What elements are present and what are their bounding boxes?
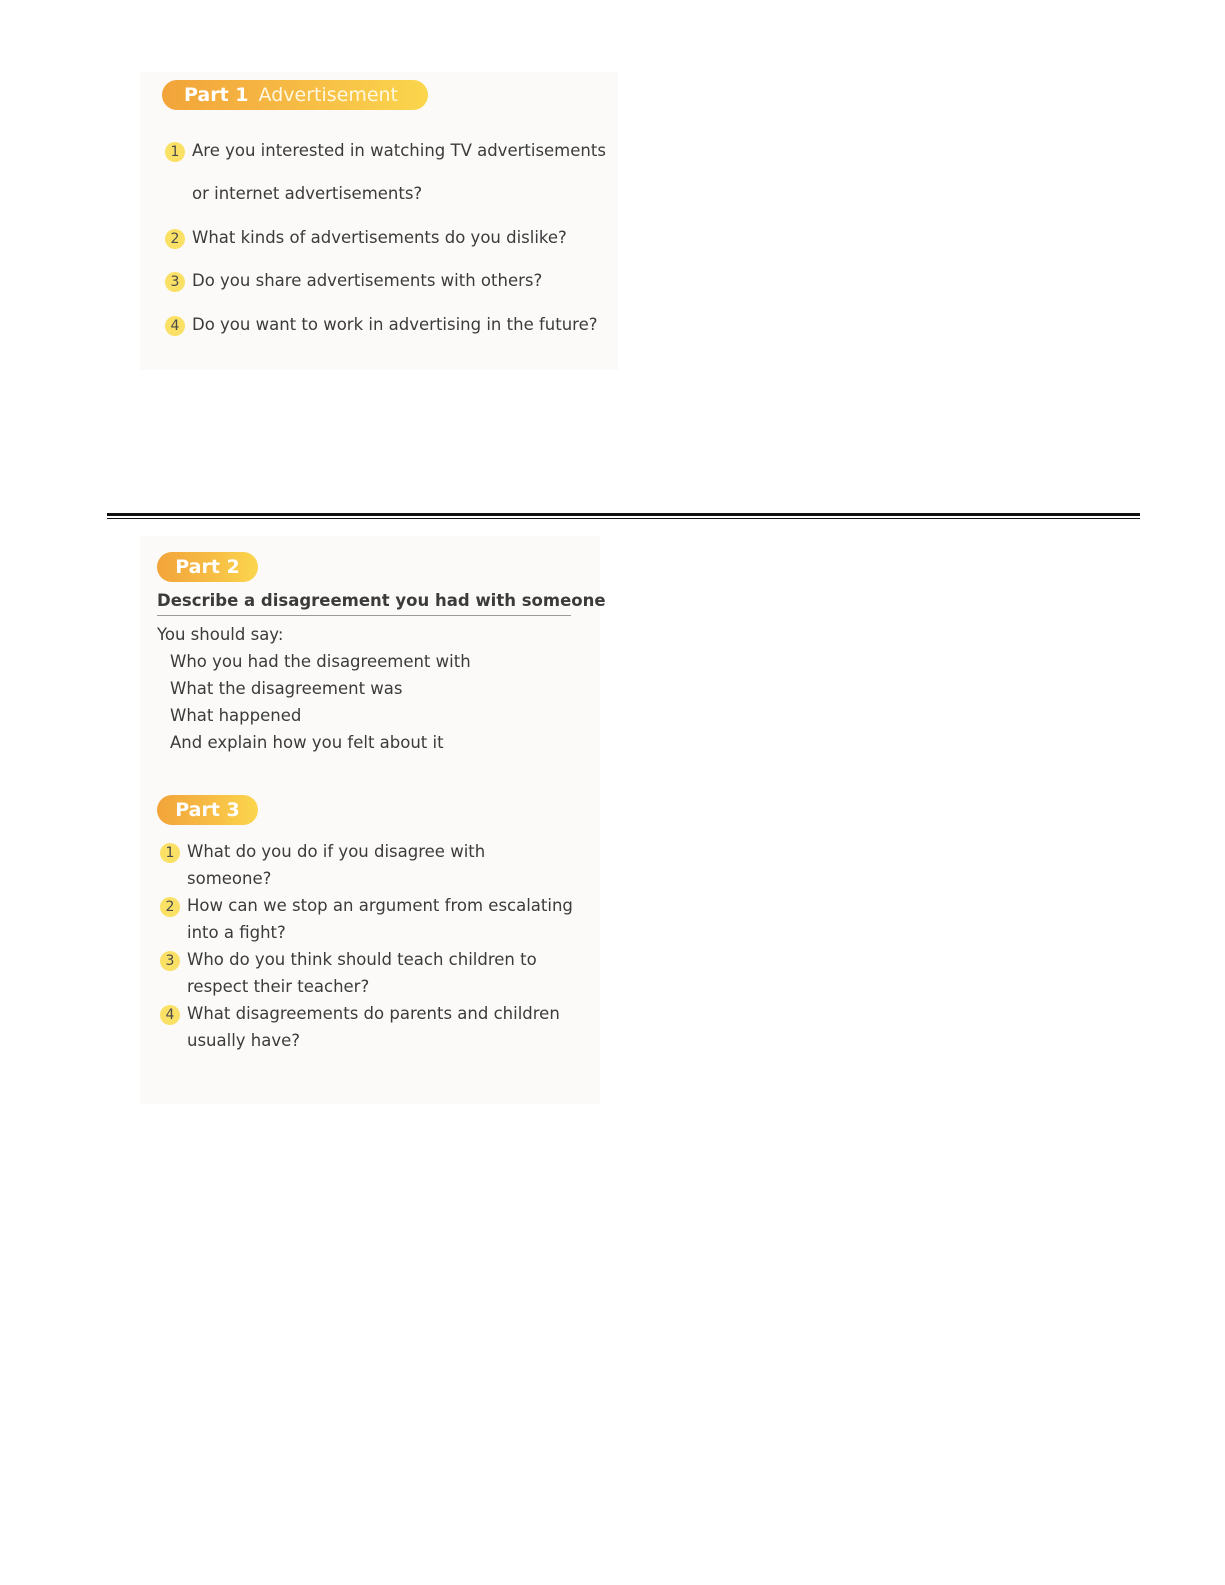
part3-question-4-line-1: What disagreements do parents and children <box>187 1004 560 1023</box>
part3-question-3-line-2: respect their teacher? <box>187 977 370 996</box>
question-number-badge: 3 <box>160 951 180 971</box>
part1-pill <box>162 80 428 110</box>
section-divider-thin <box>107 518 1140 519</box>
question-number-badge: 2 <box>165 229 185 249</box>
part1-question-1-line-1: Are you interested in watching TV advertisements <box>192 141 606 160</box>
part1-question-3: Do you share advertisements with others? <box>192 271 543 290</box>
part3-question-4-line-2: usually have? <box>187 1031 301 1050</box>
question-number-badge: 1 <box>165 142 185 162</box>
section-divider <box>107 513 1140 516</box>
part3-question-2-line-1: How can we stop an argument from escalating <box>187 896 573 915</box>
part3-question-1-line-1: What do you do if you disagree with <box>187 842 486 861</box>
part2-title-underline <box>157 615 571 616</box>
part1-label: Part 1 <box>184 84 249 106</box>
part1-question-2: What kinds of advertisements do you dislike? <box>192 228 567 247</box>
question-number-badge: 4 <box>160 1005 180 1025</box>
part2-label: Part 2 <box>175 556 240 578</box>
part2-intro: You should say: <box>157 625 284 644</box>
part3-question-3-line-1: Who do you think should teach children to <box>187 950 537 969</box>
part2-point-4: And explain how you felt about it <box>170 733 444 752</box>
question-number-badge: 4 <box>165 316 185 336</box>
part1-topic: Advertisement <box>258 84 399 106</box>
part1-question-1-line-2: or internet advertisements? <box>192 184 423 203</box>
part3-pill <box>157 795 258 825</box>
part3-label: Part 3 <box>175 799 240 821</box>
question-number-badge: 3 <box>165 272 185 292</box>
part2-pill <box>157 552 258 582</box>
part2-point-1: Who you had the disagreement with <box>170 652 471 671</box>
part2-cue-card-title: Describe a disagreement you had with someone <box>157 591 606 610</box>
question-number-badge: 2 <box>160 897 180 917</box>
part3-question-2-line-2: into a fight? <box>187 923 286 942</box>
question-number-badge: 1 <box>160 843 180 863</box>
part3-question-1-line-2: someone? <box>187 869 272 888</box>
part1-question-4: Do you want to work in advertising in the future? <box>192 315 598 334</box>
part2-point-3: What happened <box>170 706 302 725</box>
part2-point-2: What the disagreement was <box>170 679 403 698</box>
